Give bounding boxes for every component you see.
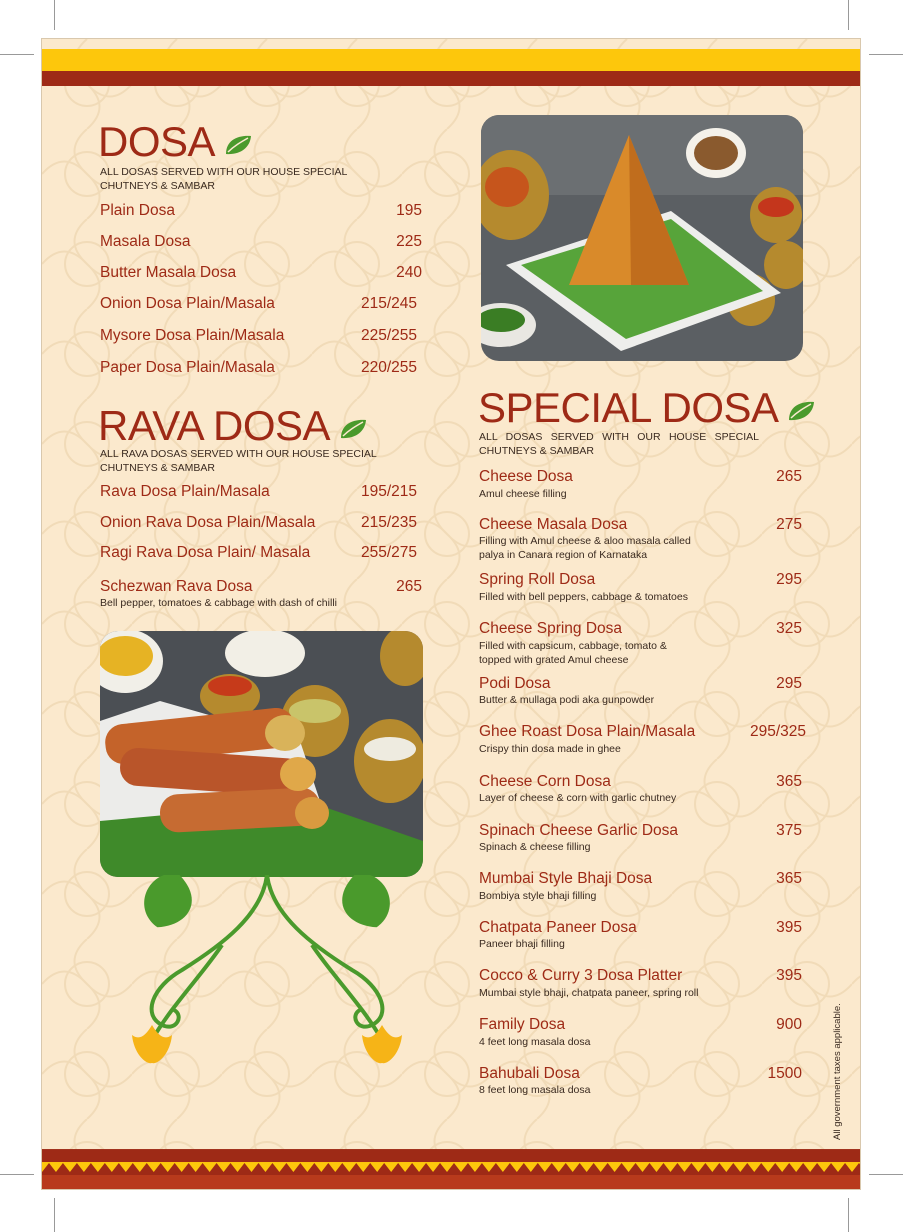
menu-item-name: Mysore Dosa Plain/Masala [100,327,285,344]
menu-item-desc: Filled with capsicum, cabbage, tomato & topped with grated Amul cheese [479,640,667,666]
menu-item-price: 325 [776,620,802,637]
menu-item-name: Cheese Corn Dosa [479,773,611,790]
menu-item-name: Paper Dosa Plain/Masala [100,359,275,376]
crop-mark [848,1198,849,1232]
menu-item-price: 375 [776,822,802,839]
section-title-special-dosa: SPECIAL DOSA [478,387,815,429]
menu-item-desc: 8 feet long masala dosa [479,1084,591,1096]
menu-item-price: 265 [396,578,422,595]
menu-item-name: Mumbai Style Bhaji Dosa [479,870,653,887]
menu-item-price: 295 [776,675,802,692]
menu-item-price: 275 [776,516,802,533]
menu-item-price: 395 [776,967,802,984]
dosa-cone-photo [481,115,803,361]
menu-item-desc: Bell pepper, tomatoes & cabbage with dash of chilli [100,597,337,609]
menu-item-price: 295 [776,571,802,588]
leaf-icon [224,134,252,156]
menu-item-name: Cheese Dosa [479,468,573,485]
menu-page [41,38,861,1190]
menu-item-name: Schezwan Rava Dosa [100,578,253,595]
menu-item-name: Masala Dosa [100,233,191,250]
menu-item-name: Plain Dosa [100,202,175,219]
menu-item-name: Chatpata Paneer Dosa [479,919,637,936]
menu-item-name: Rava Dosa Plain/Masala [100,483,270,500]
rava-subtitle: ALL RAVA DOSAS SERVED WITH OUR HOUSE SPECIAL CHUTNEYS & SAMBAR [100,448,377,474]
crop-mark [869,54,903,55]
menu-item-name: Ragi Rava Dosa Plain/ Masala [100,544,311,561]
footer-band [42,1149,860,1189]
menu-item-price: 365 [776,870,802,887]
section-title-rava-dosa: RAVA DOSA [98,405,367,447]
dosa-subtitle: ALL DOSAS SERVED WITH OUR HOUSE SPECIAL CHUTNEYS & SAMBAR [100,166,348,192]
leaf-icon [339,418,367,440]
menu-item-price: 900 [776,1016,802,1033]
menu-item-name: Cheese Spring Dosa [479,620,623,637]
menu-item-name: Bahubali Dosa [479,1065,580,1082]
header-band-red [42,71,860,86]
menu-item-desc: Layer of cheese & corn with garlic chutney [479,792,677,804]
menu-item-price: 195/215 [360,483,417,500]
menu-item-desc: Paneer bhaji filling [479,938,565,950]
menu-item-name: Spinach Cheese Garlic Dosa [479,822,679,839]
section-title-dosa: DOSA [98,121,252,163]
dosa-roll-photo [100,631,423,877]
menu-item-price: 225/255 [360,327,417,344]
menu-item-desc: Crispy thin dosa made in ghee [479,743,621,755]
menu-item-price: 1500 [767,1065,802,1082]
crop-mark [54,1198,55,1232]
menu-item-desc: Mumbai style bhaji, chatpata paneer, spring roll [479,987,699,999]
special-subtitle: ALL DOSAS SERVED WITH OUR HOUSE SPECIAL CHUTNEYS & SAMBAR [479,431,759,457]
menu-item-desc: Filled with bell peppers, cabbage & tomatoes [479,591,688,603]
crop-mark [54,0,55,30]
menu-item-price: 215/235 [360,514,417,531]
menu-item-name: Family Dosa [479,1016,566,1033]
menu-item-price: 220/255 [360,359,417,376]
menu-item-price: 215/245 [360,295,417,312]
menu-item-desc: Butter & mullaga podi aka gunpowder [479,694,655,706]
menu-item-price: 365 [776,773,802,790]
menu-item-name: Ghee Roast Dosa Plain/Masala [479,723,696,740]
menu-item-price: 395 [776,919,802,936]
header-band-gold [42,49,860,71]
crop-mark [869,1174,903,1175]
menu-item-name: Cheese Masala Dosa [479,516,628,533]
menu-item-desc: Spinach & cheese filling [479,841,591,853]
menu-item-price: 255/275 [360,544,417,561]
menu-item-name: Cocco & Curry 3 Dosa Platter [479,967,683,984]
menu-item-price: 225 [396,233,422,250]
menu-item-name: Onion Dosa Plain/Masala [100,295,275,312]
vine-ornament [112,875,422,1065]
menu-item-price: 240 [396,264,422,281]
tax-note: All government taxes applicable. [832,1003,843,1140]
crop-mark [848,0,849,30]
menu-item-price: 265 [776,468,802,485]
crop-mark [0,1174,34,1175]
menu-item-name: Butter Masala Dosa [100,264,237,281]
menu-item-name: Podi Dosa [479,675,551,692]
menu-item-desc: Filling with Amul cheese & aloo masala called palya in Canara region of Karnataka [479,535,691,561]
crop-mark [0,54,34,55]
menu-item-price: 195 [396,202,422,219]
menu-item-name: Spring Roll Dosa [479,571,596,588]
menu-item-price: 295/325 [749,723,806,740]
menu-item-desc: Amul cheese filling [479,488,567,500]
menu-item-desc: Bombiya style bhaji filling [479,890,597,902]
menu-item-name: Onion Rava Dosa Plain/Masala [100,514,316,531]
menu-item-desc: 4 feet long masala dosa [479,1036,591,1048]
leaf-icon [787,400,815,422]
